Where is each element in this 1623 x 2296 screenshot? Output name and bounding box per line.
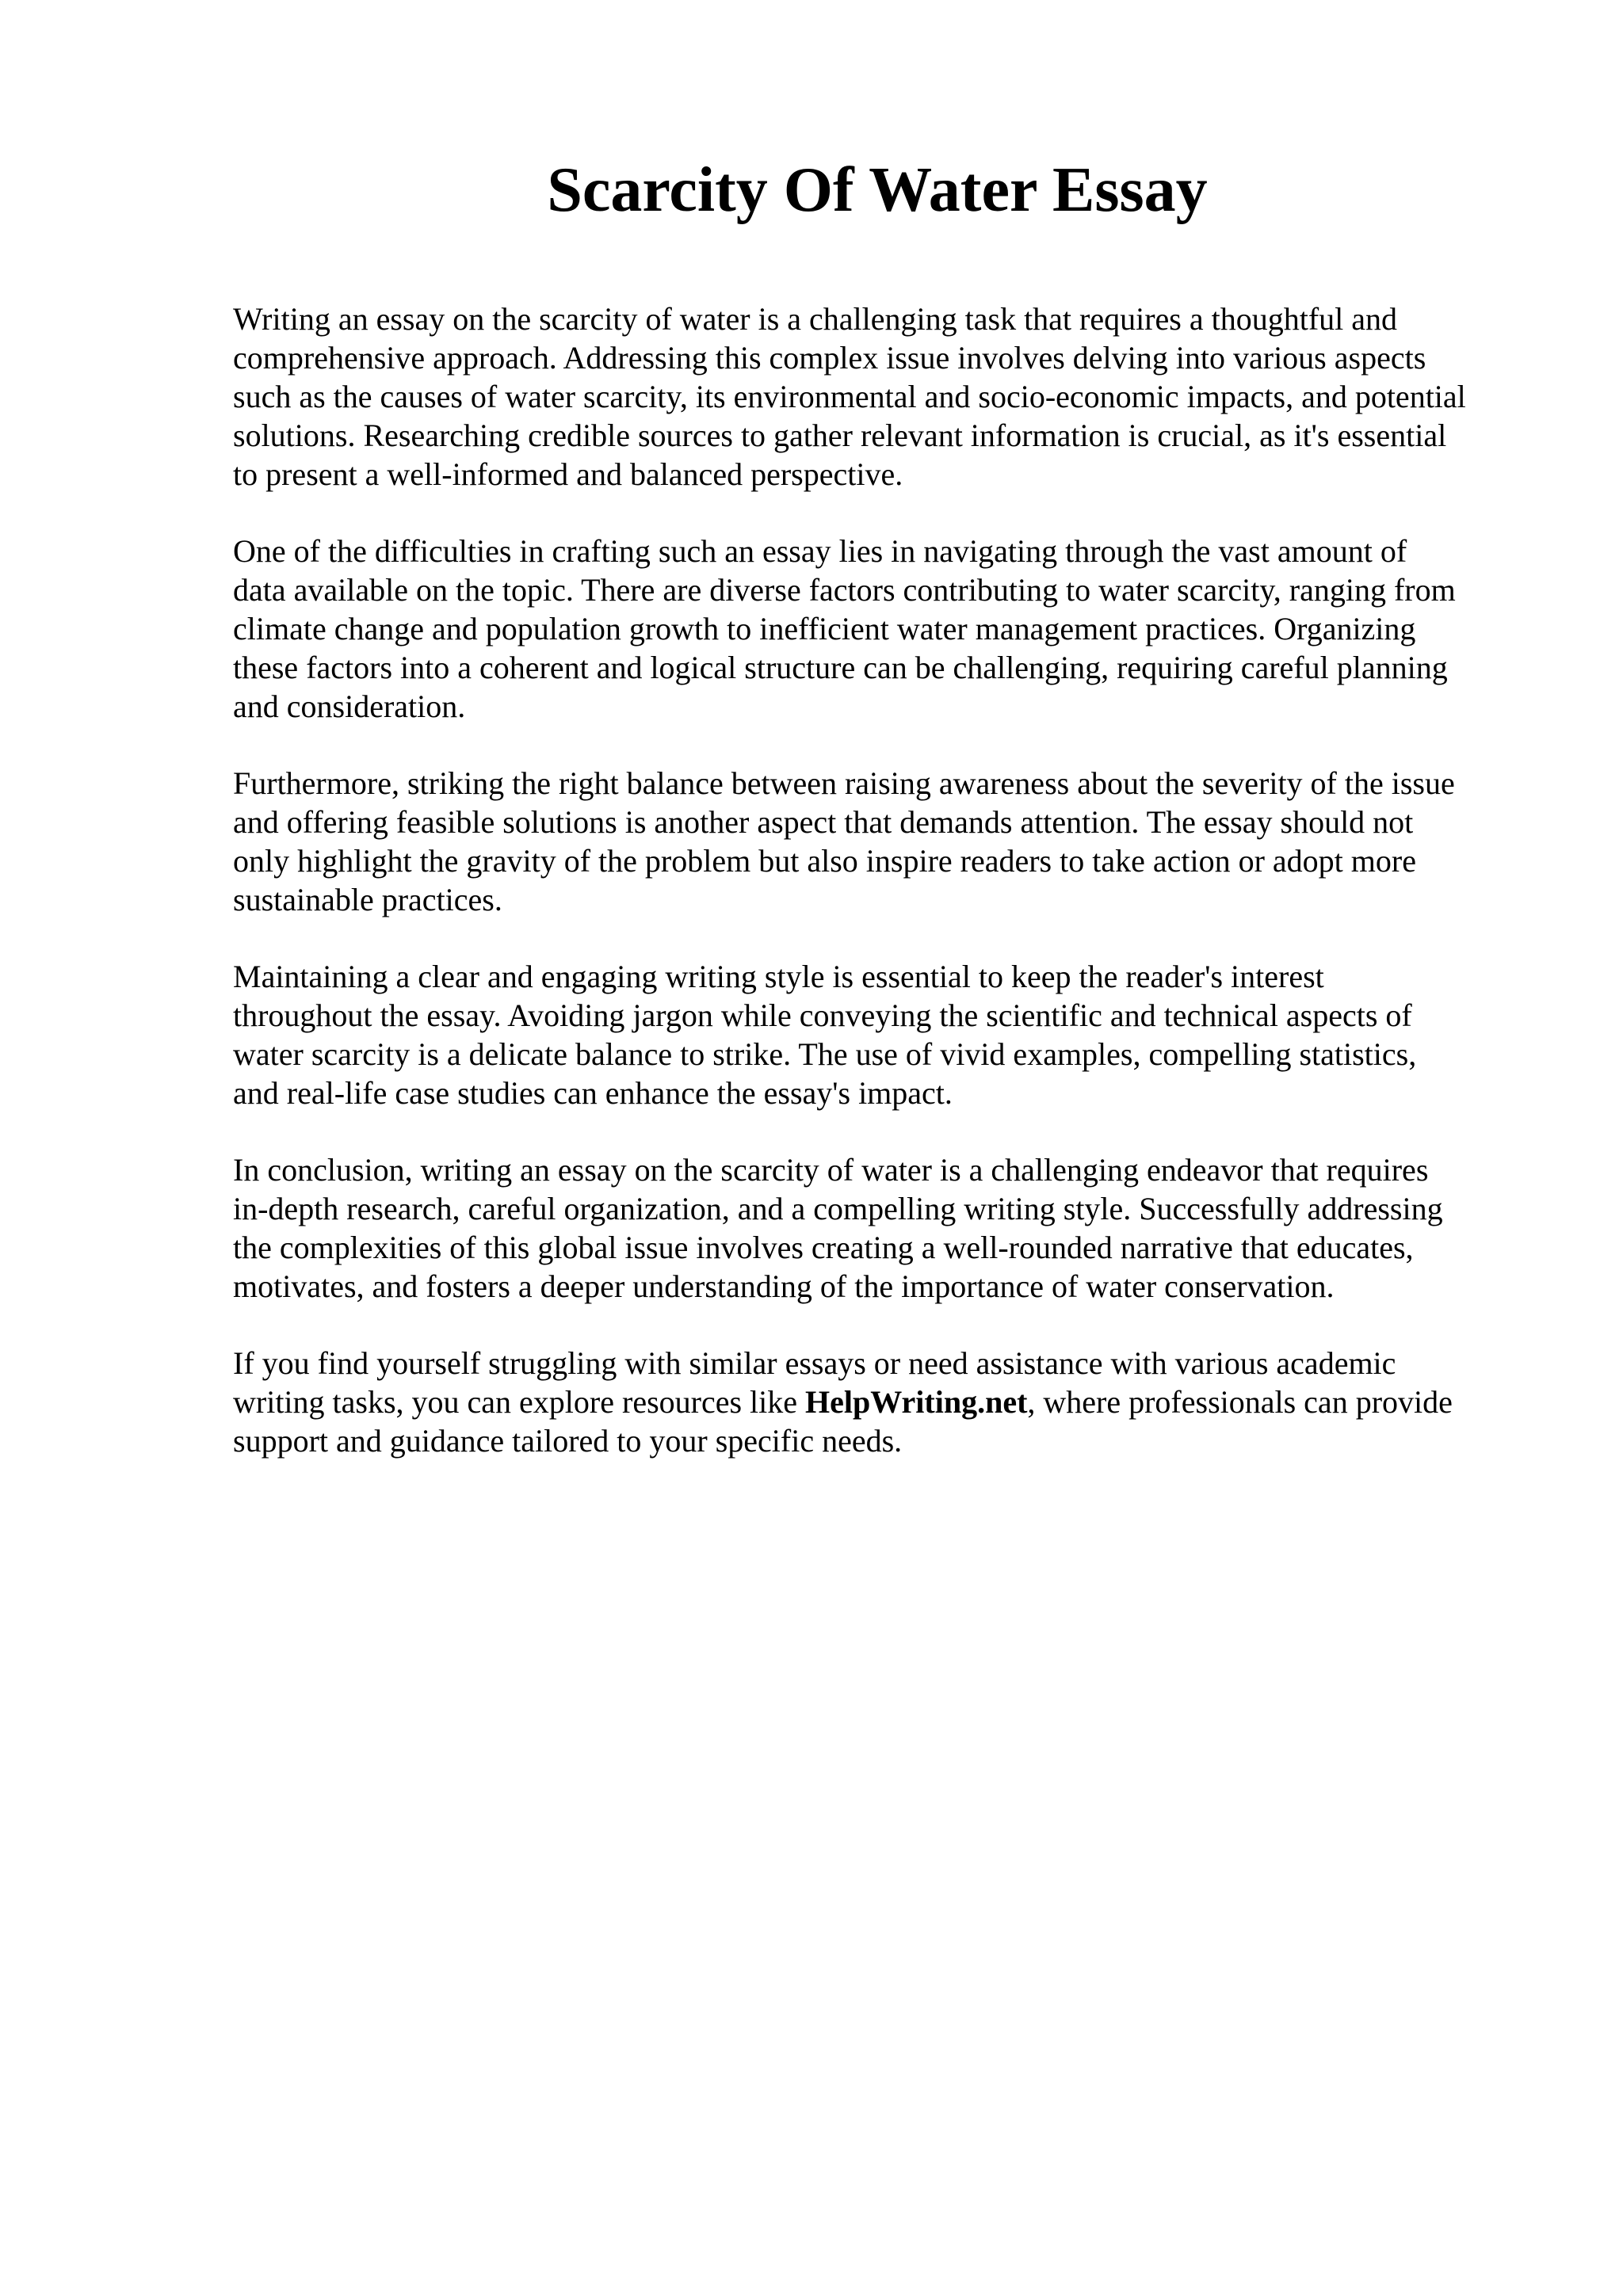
text-line: in-depth research, careful organization, and a compelling writing style. Successfully addressing (233, 1191, 1443, 1226)
helpwriting-link[interactable]: HelpWriting.net (805, 1384, 1028, 1420)
paragraph-4 (233, 957, 1533, 1112)
text-segment: writing tasks, you can explore resources like (233, 1384, 806, 1420)
closing-paragraph (233, 1344, 1533, 1460)
text-line: solutions. Researching credible sources to gather relevant information is crucial, as it's essential (233, 418, 1447, 453)
text-line: support and guidance tailored to your specific needs. (233, 1423, 903, 1459)
text-line: these factors into a coherent and logical structure can be challenging, requiring careful planning (233, 650, 1448, 685)
text-line: In conclusion, writing an essay on the scarcity of water is a challenging endeavor that requires (233, 1152, 1429, 1188)
text-line: Writing an essay on the scarcity of water is a challenging task that requires a thoughtful and (233, 301, 1398, 337)
paragraph-3 (233, 764, 1533, 919)
text-line: the complexities of this global issue involves creating a well-rounded narrative that educates, (233, 1230, 1414, 1265)
paragraph-2 (233, 532, 1533, 726)
paragraph-1 (233, 299, 1533, 494)
text-line: and consideration. (233, 688, 466, 724)
text-line: only highlight the gravity of the problem but also inspire readers to take action or adopt more (233, 843, 1416, 879)
document-body (233, 299, 1533, 1498)
text-line: motivates, and fosters a deeper understanding of the importance of water conservation. (233, 1268, 1335, 1304)
text-line: Furthermore, striking the right balance between raising awareness about the severity of the issue (233, 765, 1455, 801)
text-line: throughout the essay. Avoiding jargon while conveying the scientific and technical aspects of (233, 997, 1412, 1033)
text-line: and real-life case studies can enhance the essay's impact. (233, 1075, 953, 1111)
text-line: such as the causes of water scarcity, its environmental and socio-economic impacts, and potential (233, 379, 1466, 414)
page-title: Scarcity Of Water Essay (547, 155, 1208, 225)
text-line: to present a well-informed and balanced perspective. (233, 456, 903, 492)
text-line: If you find yourself struggling with similar essays or need assistance with various academic (233, 1345, 1396, 1381)
text-segment: , where professionals can provide (1027, 1384, 1453, 1420)
text-line: and offering feasible solutions is another aspect that demands attention. The essay should not (233, 804, 1414, 840)
text-line: Maintaining a clear and engaging writing style is essential to keep the reader's interest (233, 959, 1324, 994)
text-line: comprehensive approach. Addressing this complex issue involves delving into various aspects (233, 340, 1426, 376)
text-line: One of the difficulties in crafting such an essay lies in navigating through the vast amount of (233, 533, 1407, 569)
text-line: sustainable practices. (233, 882, 502, 917)
text-line: water scarcity is a delicate balance to strike. The use of vivid examples, compelling statistics, (233, 1036, 1417, 1072)
text-line: data available on the topic. There are diverse factors contributing to water scarcity, ranging from (233, 572, 1456, 608)
text-line-with-link (233, 1383, 1533, 1421)
text-line: climate change and population growth to inefficient water management practices. Organizing (233, 611, 1416, 646)
paragraph-5 (233, 1150, 1533, 1306)
